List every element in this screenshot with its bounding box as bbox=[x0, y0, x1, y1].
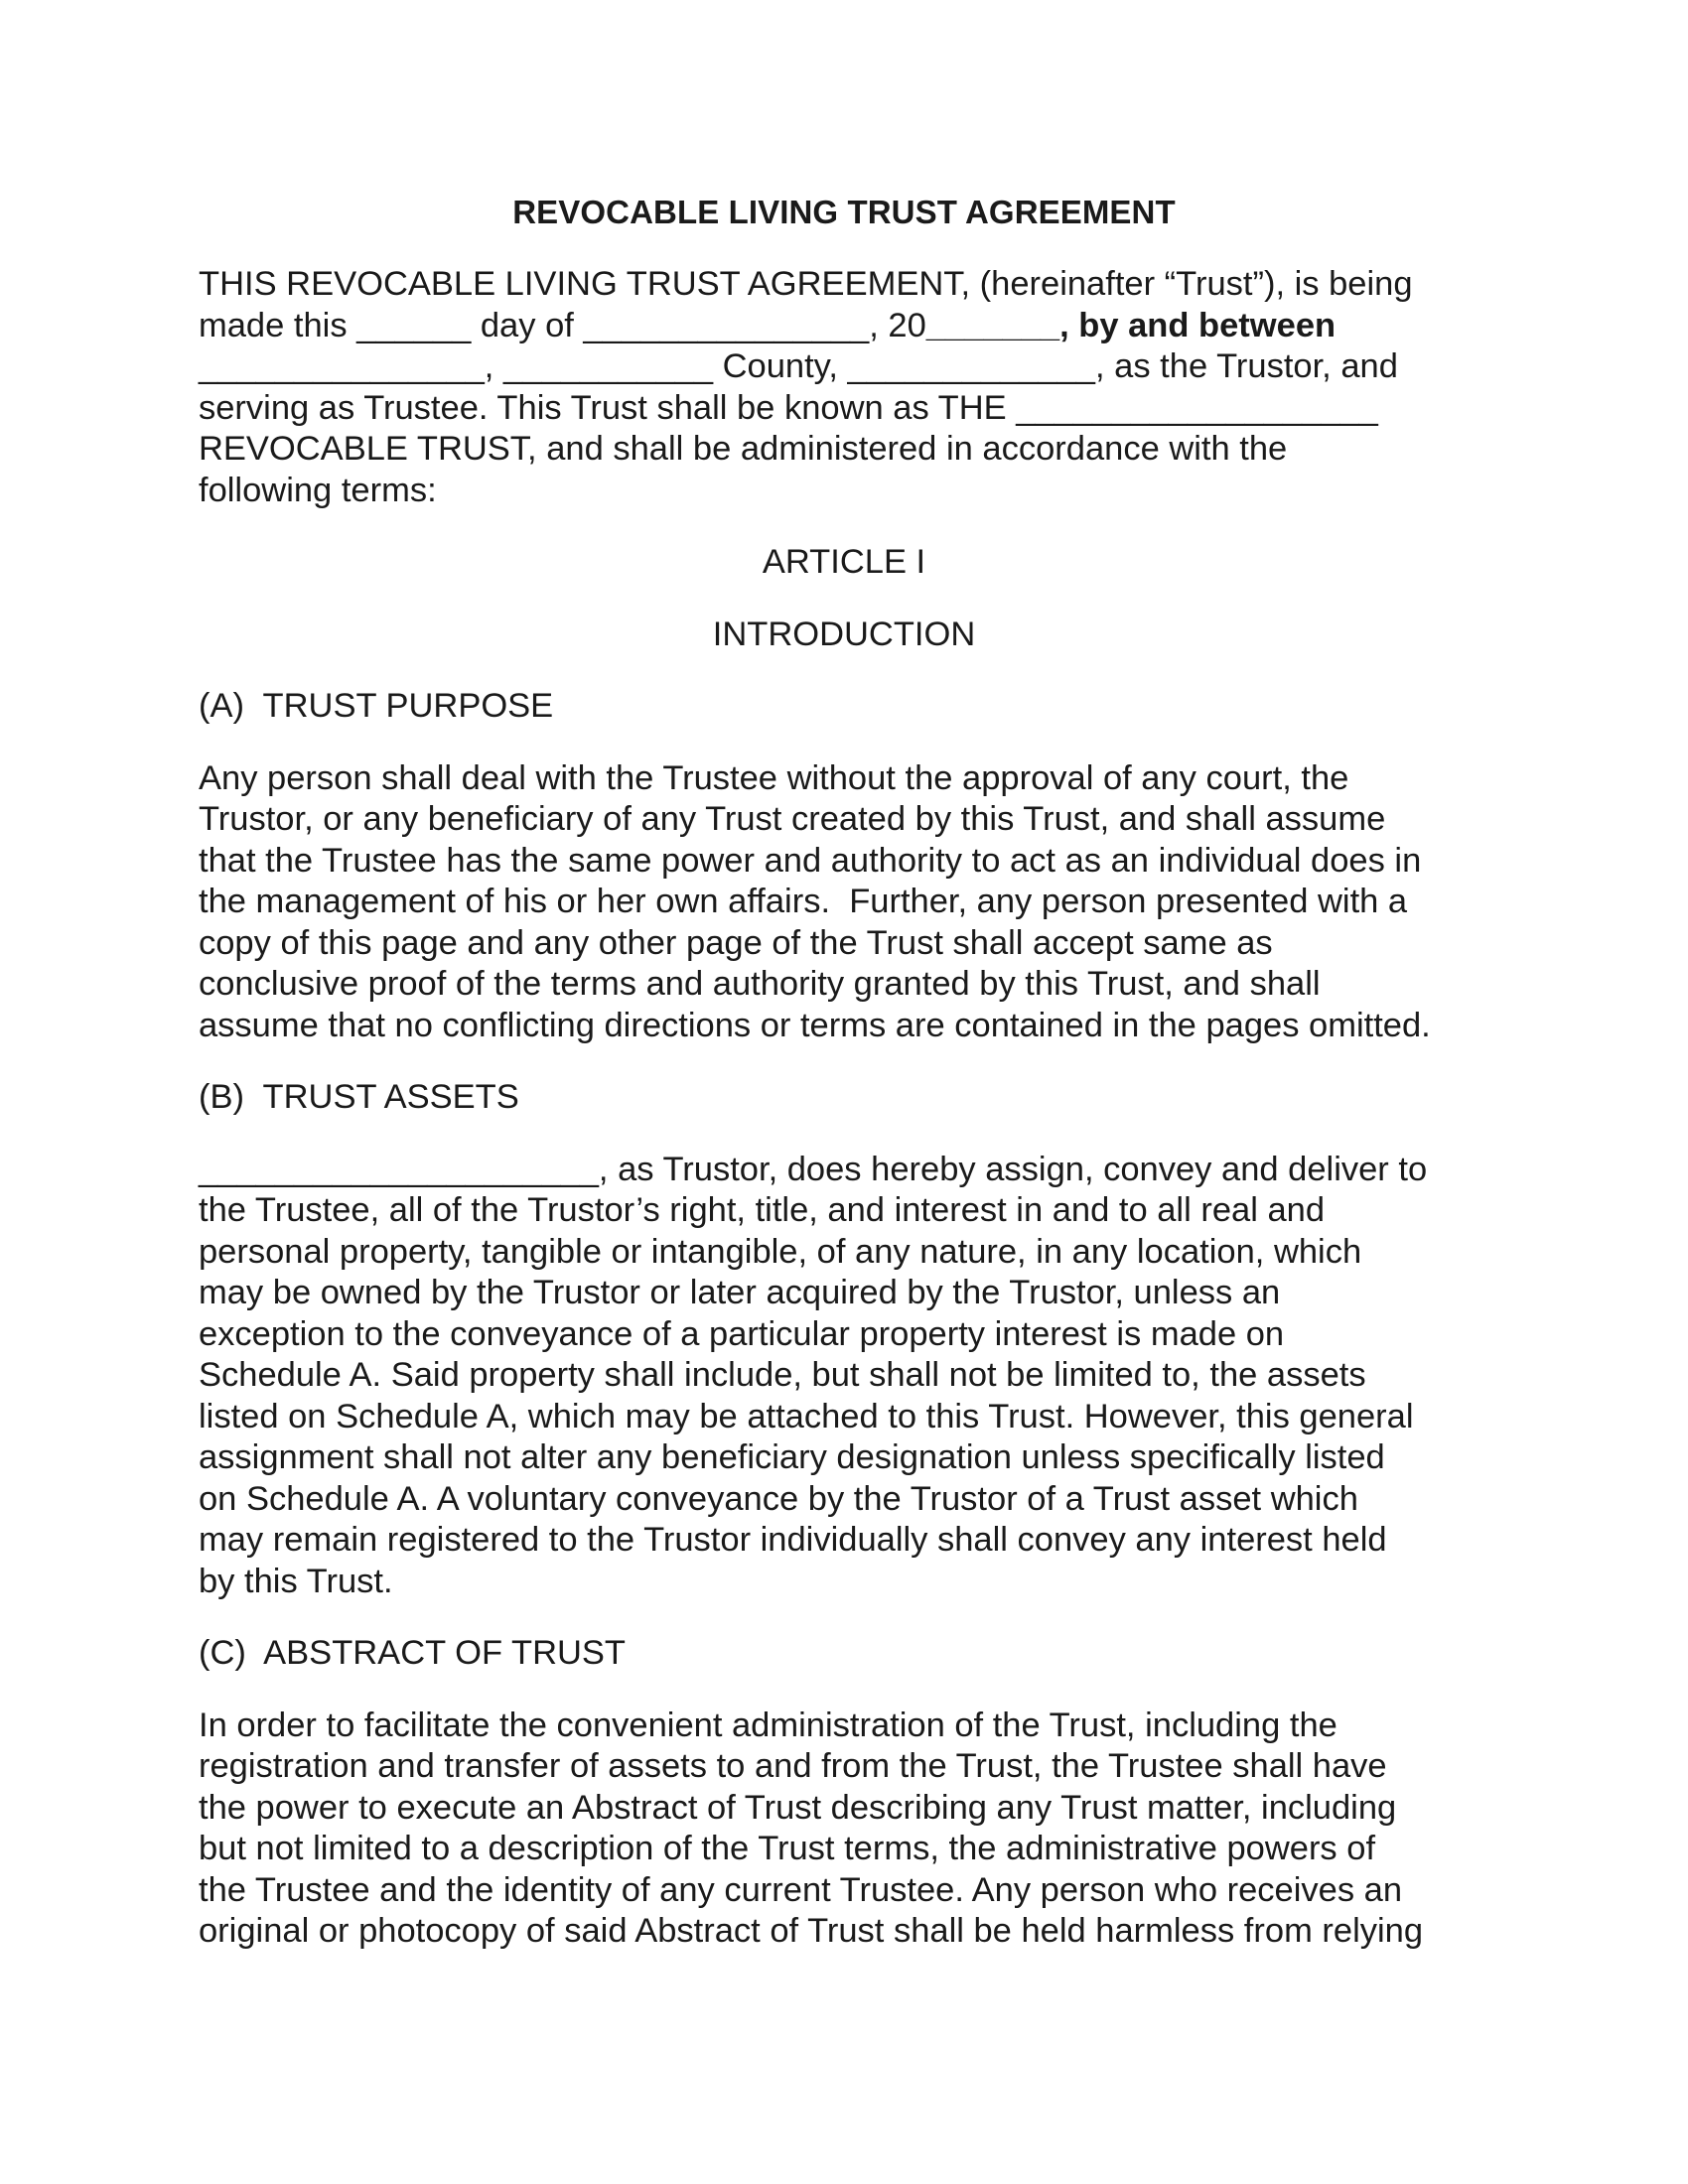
body-line: may remain registered to the Trustor individually shall convey any interest held bbox=[199, 1521, 1387, 1559]
document-title: REVOCABLE LIVING TRUST AGREEMENT bbox=[512, 194, 1176, 230]
section-heading-trust-purpose: (A) TRUST PURPOSE bbox=[199, 687, 554, 725]
body-line: Any person shall deal with the Trustee without the approval of any court, the bbox=[199, 758, 1349, 797]
body-line: may be owned by the Trustor or later acquired by the Trustor, unless an bbox=[199, 1274, 1281, 1311]
intro-line bbox=[199, 306, 1489, 347]
intro-line: REVOCABLE TRUST, and shall be administered in accordance with the bbox=[199, 430, 1288, 468]
body-line: original or photocopy of said Abstract of Trust shall be held harmless from relying bbox=[199, 1912, 1424, 1950]
body-line: on Schedule A. A voluntary conveyance by the Trustor of a Trust asset which bbox=[199, 1479, 1358, 1518]
section-heading-trust-assets: (B) TRUST ASSETS bbox=[199, 1078, 519, 1116]
body-line: Schedule A. Said property shall include, but shall not be limited to, the assets bbox=[199, 1356, 1366, 1394]
body-line: the power to execute an Abstract of Trust describing any Trust matter, including bbox=[199, 1788, 1397, 1827]
section-body-abstract-of-trust bbox=[199, 1706, 1489, 1953]
body-line: the Trustee and the identity of any current Trustee. Any person who receives an bbox=[199, 1870, 1403, 1909]
body-line: assume that no conflicting directions or terms are contained in the pages omitted. bbox=[199, 1006, 1431, 1044]
body-line: Trustor, or any beneficiary of any Trust created by this Trust, and shall assume bbox=[199, 800, 1386, 838]
body-line: In order to facilitate the convenient administration of the Trust, including the bbox=[199, 1706, 1337, 1744]
section-body-trust-purpose bbox=[199, 758, 1489, 1047]
intro-line: following terms: bbox=[199, 471, 437, 509]
section-body-trust-assets bbox=[199, 1150, 1489, 1603]
body-line: copy of this page and any other page of the Trust shall accept same as bbox=[199, 923, 1273, 962]
intro-line-part: made this ______ day of _______________, 20 bbox=[199, 306, 926, 344]
intro-paragraph bbox=[199, 264, 1489, 511]
body-line: by this Trust. bbox=[199, 1562, 393, 1600]
body-line: that the Trustee has the same power and authority to act as an individual does in bbox=[199, 841, 1422, 880]
intro-line: serving as Trustee. This Trust shall be known as THE ___________________ bbox=[199, 388, 1378, 427]
body-line: the Trustee, all of the Trustor’s right, title, and interest in and to all real and bbox=[199, 1191, 1326, 1229]
intro-line: _______________, ___________ County, _____________, as the Trustor, and bbox=[199, 347, 1398, 385]
section-heading-abstract-of-trust: (C) ABSTRACT OF TRUST bbox=[199, 1634, 627, 1672]
body-line: personal property, tangible or intangible, of any nature, in any location, which bbox=[199, 1232, 1362, 1271]
body-line: exception to the conveyance of a particular property interest is made on bbox=[199, 1314, 1285, 1353]
article-number: ARTICLE I bbox=[762, 543, 926, 581]
year-blank: _______, by and between bbox=[925, 306, 1336, 344]
body-line: but not limited to a description of the Trust terms, the administrative powers of bbox=[199, 1830, 1376, 1867]
body-line: listed on Schedule A, which may be attached to this Trust. However, this general bbox=[199, 1397, 1414, 1435]
document-body bbox=[199, 194, 1489, 1953]
body-line: conclusive proof of the terms and authority granted by this Trust, and shall bbox=[199, 965, 1321, 1003]
body-line: the management of his or her own affairs. Further, any person presented with a bbox=[199, 883, 1408, 920]
intro-line: THIS REVOCABLE LIVING TRUST AGREEMENT, (hereinafter “Trust”), is being bbox=[199, 265, 1413, 303]
article-title: INTRODUCTION bbox=[712, 614, 976, 653]
body-line: assignment shall not alter any beneficiary designation unless specifically listed bbox=[199, 1438, 1385, 1476]
body-line: _____________________, as Trustor, does hereby assign, convey and deliver to bbox=[199, 1150, 1428, 1188]
body-line: registration and transfer of assets to and from the Trust, the Trustee shall have bbox=[199, 1747, 1387, 1785]
